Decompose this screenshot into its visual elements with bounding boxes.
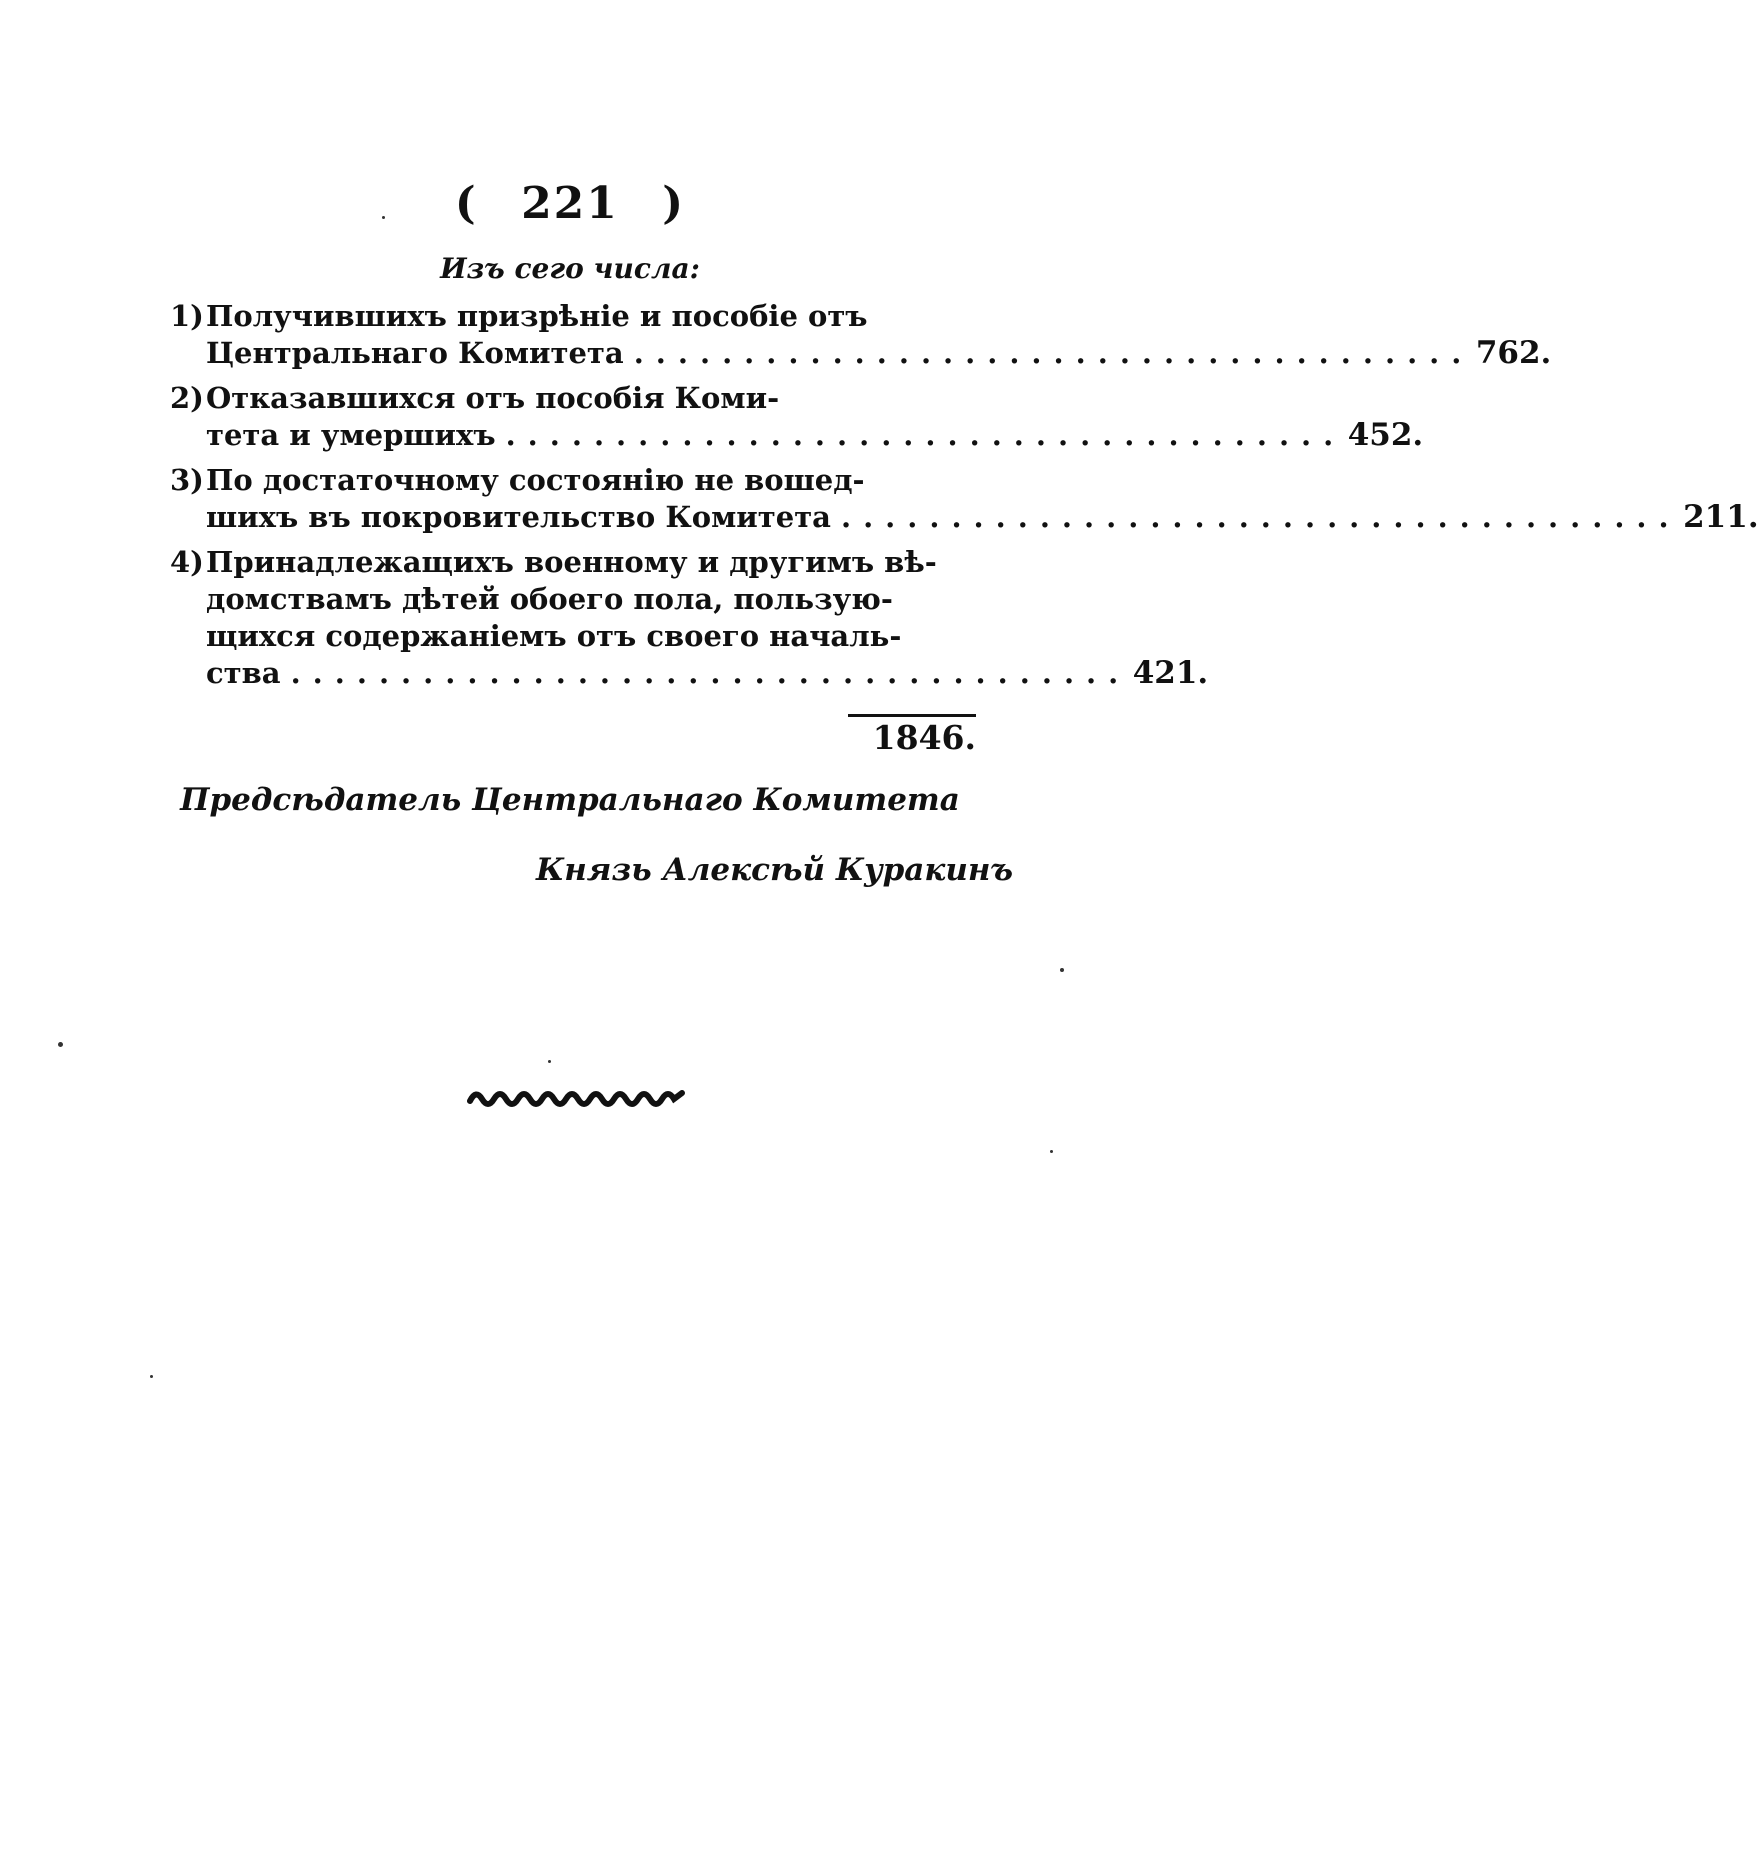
item-last-line [170, 655, 1209, 692]
print-speck [1060, 968, 1064, 972]
item-last-line [170, 335, 1552, 372]
dot-leader: ...................................... [290, 656, 1131, 690]
item-last-line [170, 499, 1759, 536]
item-text: щихся содержаніемъ отъ своего началь- [206, 619, 902, 653]
item-number: 3) [170, 463, 204, 497]
page-number-close-paren: ) [662, 178, 686, 229]
item-list [170, 298, 1759, 700]
list-item-2 [170, 380, 1424, 454]
item-value: 762. [1475, 335, 1552, 371]
print-speck [548, 1060, 551, 1063]
item-text: Принадлежащихъ военному и другимъ вѣ- [206, 545, 937, 579]
item-value: 421. [1132, 655, 1209, 691]
list-item-1 [170, 298, 1552, 372]
signature-name: Князь Алексѣй Куракинъ [536, 852, 1014, 888]
item-last-line [170, 417, 1424, 454]
page-number [0, 178, 1140, 229]
dot-leader: ...................................... [840, 500, 1681, 534]
item-text: Получившихъ призрѣніе и пособіе отъ [206, 299, 868, 333]
item-text: Отказавшихся отъ пособія Коми- [206, 381, 780, 415]
item-text: ства [206, 656, 281, 690]
page-number-value: 221 [521, 178, 619, 229]
item-text: тета и умершихъ [206, 418, 496, 452]
list-item-3 [170, 462, 1759, 536]
signature-title: Предсѣдатель Центральнаго Комитета [180, 782, 960, 818]
item-line [170, 544, 976, 581]
total-rule [848, 714, 976, 717]
dot-leader: ...................................... [633, 336, 1474, 370]
item-line [170, 618, 976, 655]
print-speck [58, 1042, 63, 1047]
item-number: 1) [170, 299, 204, 333]
item-line [170, 380, 976, 417]
print-speck [382, 216, 385, 219]
item-text: Центральнаго Комитета [206, 336, 624, 370]
subheading: Изъ сего числа: [440, 252, 700, 285]
list-item-4 [170, 544, 1209, 692]
item-text: По достаточному состоянію не вошед- [206, 463, 865, 497]
print-speck [150, 1375, 153, 1378]
item-line [170, 581, 976, 618]
item-value: 452. [1347, 417, 1424, 453]
dot-leader: ...................................... [505, 418, 1346, 452]
item-line [170, 462, 976, 499]
item-text: домствамъ дѣтей обоего пола, пользую- [206, 582, 893, 616]
page-number-open-paren: ( [454, 178, 478, 229]
item-text: шихъ въ покровительство Комитета [206, 500, 831, 534]
item-value: 211. [1683, 499, 1759, 535]
item-number: 4) [170, 545, 204, 579]
total-value: 1846. [872, 718, 976, 757]
item-number: 2) [170, 381, 204, 415]
wave-ornament-icon [468, 1085, 686, 1111]
item-line [170, 298, 976, 335]
print-speck [1050, 1150, 1053, 1153]
